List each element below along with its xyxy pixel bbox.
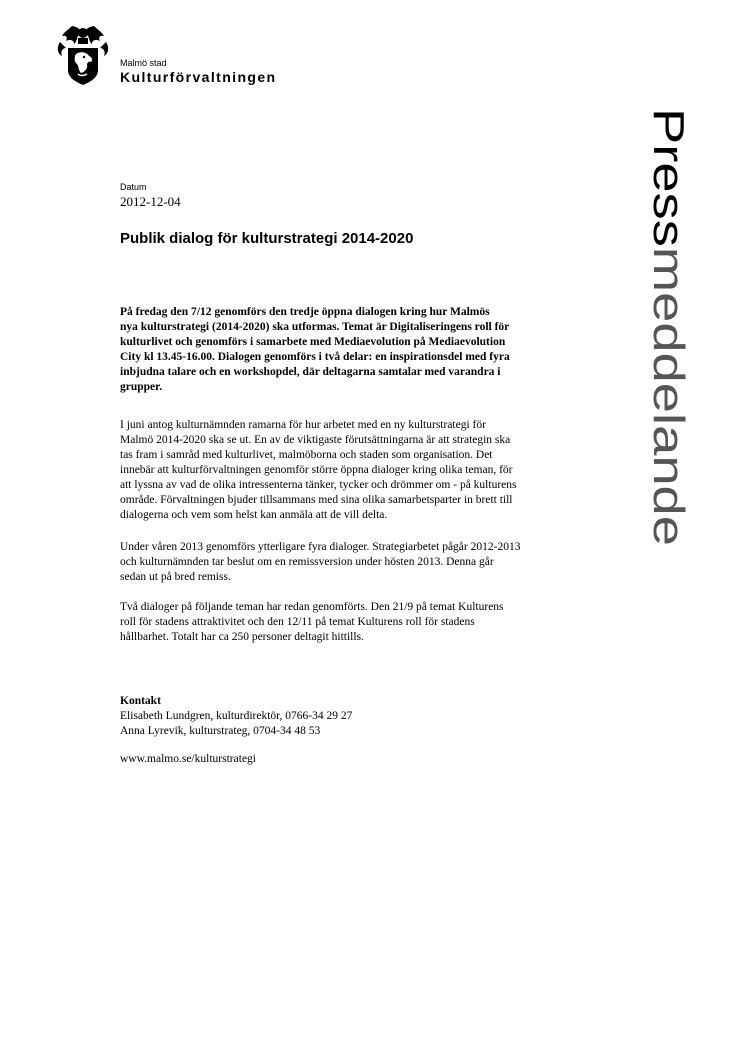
organization-city: Malmö stad: [120, 58, 167, 68]
lead-line: City kl 13.45-16.00. Dialogen genomförs i två delar: en inspirationsdel med fyra: [120, 351, 510, 363]
organization-department: Kulturförvaltningen: [120, 69, 277, 85]
body-paragraph-1: [120, 418, 590, 523]
lead-line: kulturlivet och genomförs i samarbete med Mediaevolution på Mediaevolution: [120, 336, 506, 348]
coat-of-arms-graphic: [54, 24, 112, 86]
body-line: hållbarhet. Totalt har ca 250 personer deltagit hittills.: [120, 631, 364, 643]
date-value: 2012-12-04: [120, 194, 181, 209]
body-line: område. Förvaltningen bjuder tillsammans med sina olika samarbetsparter in brett till: [120, 494, 513, 506]
lead-line: På fredag den 7/12 genomförs den tredje öppna dialogen kring hur Malmös: [120, 306, 490, 318]
body-paragraph-2: [120, 540, 590, 585]
body-line: och kulturnämnden tar beslut om en remissversion under hösten 2013. Denna går: [120, 556, 494, 568]
vertical-title-light: meddelande: [644, 246, 693, 490]
pressmeddelande-vertical-title: [640, 108, 702, 548]
vertical-title-bold: Press: [644, 108, 693, 221]
contact-person: Anna Lyrevik, kulturstrateg, 0704-34 48 53: [120, 725, 321, 737]
contact-section: [120, 694, 352, 739]
body-line: att lyssna av vad de olika intressenterna tänker, tycker och drömmer om - på kulturens: [120, 479, 517, 491]
body-line: Under våren 2013 genomförs ytterligare fyra dialoger. Strategiarbetet pågår 2012-2013: [120, 541, 521, 553]
body-line: roll för stadens attraktivitet och den 12/11 på temat Kulturens roll för stadens: [120, 616, 475, 628]
contact-heading: Kontakt: [120, 695, 161, 707]
lead-line: inbjudna talare och en workshopdel, där deltagarna samtalar med varandra i: [120, 366, 501, 378]
body-line: Två dialoger på följande teman har redan genomförts. Den 21/9 på temat Kulturens: [120, 601, 504, 613]
lead-paragraph: [120, 305, 590, 395]
svg-text:Pressmeddelande: [644, 108, 693, 546]
website-link[interactable]: www.malmo.se/kulturstrategi: [120, 753, 256, 765]
body-line: tas fram i samråd med kulturlivet, malmöborna och staden som organisation. Det: [120, 449, 493, 461]
headline: Publik dialog för kulturstrategi 2014-2020: [120, 230, 414, 247]
body-line: innebär att kulturförvaltningen genomför större öppna dialoger kring olika teman, för: [120, 464, 513, 476]
contact-person: Elisabeth Lundgren, kulturdirektör, 0766-34 29 27: [120, 710, 353, 722]
body-paragraph-3: [120, 600, 590, 645]
body-line: I juni antog kulturnämnden ramarna för hur arbetet med en ny kulturstrategi för: [120, 419, 486, 431]
body-line: sedan ut på bred remiss.: [120, 571, 231, 583]
body-line: dialogerna och vem som helst kan anmäla att de vill delta.: [120, 509, 388, 521]
date-label: Datum: [120, 182, 147, 192]
lead-line: nya kulturstrategi (2014-2020) ska utformas. Temat är Digitaliseringens roll för: [120, 321, 510, 333]
body-line: Malmö 2014-2020 ska se ut. En av de viktigaste förutsättningarna är att strategin ska: [120, 434, 511, 446]
vertical-title-graphic: [640, 108, 702, 548]
malmo-coat-of-arms-icon: [54, 24, 112, 86]
lead-line: grupper.: [120, 381, 163, 393]
